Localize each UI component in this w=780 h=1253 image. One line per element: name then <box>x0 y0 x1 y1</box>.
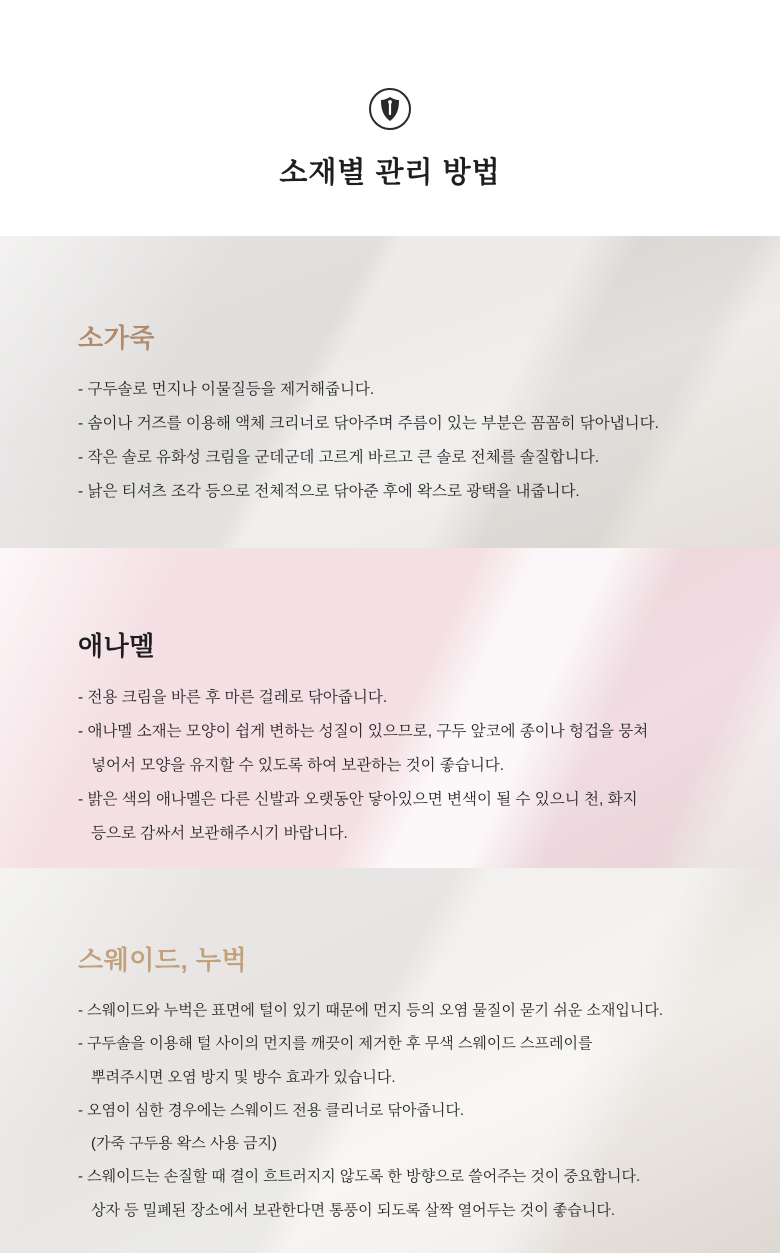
section-suede <box>0 868 780 1253</box>
page-title: 소재별 관리 방법 <box>279 157 501 189</box>
list-item: - 스웨이드는 손질할 때 결이 흐트러지지 않도록 한 방향으로 쓸어주는 것이 중요합니다. <box>78 1168 641 1186</box>
list-item: - 스웨이드와 누벅은 표면에 털이 있기 때문에 먼지 등의 오염 물질이 묻기 쉬운 소재입니다. <box>78 1002 663 1019</box>
list-item: - 밝은 색의 애나멜은 다른 신발과 오랫동안 닿아있으면 변색이 될 수 있으니 천, 화지 <box>78 791 638 809</box>
section-title-enamel: 애나멜 <box>78 631 155 661</box>
list-item: - 구두솔로 먼지나 이물질등을 제거해줍니다. <box>78 381 375 398</box>
list-item: - 솜이나 거즈를 이용해 액체 크리너로 닦아주며 주름이 있는 부분은 꼼꼼히 닦아냅니다. <box>78 415 659 433</box>
section-lines-enamel <box>78 685 702 847</box>
section-title-leather: 소가죽 <box>78 323 155 353</box>
section-lines-leather <box>78 377 702 504</box>
section-enamel <box>0 548 780 868</box>
list-item: (가죽 구두용 왁스 사용 금지) <box>91 1135 278 1153</box>
list-item: - 작은 솔로 유화성 크림을 군데군데 고르게 바르고 큰 솔로 전체를 솔질합니다. <box>78 449 600 467</box>
list-item: 상자 등 밀폐된 장소에서 보관한다면 통풍이 되도록 살짝 열어두는 것이 좋습니다. <box>91 1201 616 1219</box>
shield-crest-icon <box>369 88 411 130</box>
section-title-suede: 스웨이드, 누벅 <box>78 945 248 975</box>
section-lines-suede <box>78 999 702 1223</box>
list-item: - 구두솔을 이용해 털 사이의 먼지를 깨끗이 제거한 후 무색 스웨이드 스프레이를 <box>78 1035 593 1053</box>
list-item: 뿌려주시면 오염 방지 및 방수 효과가 있습니다. <box>91 1068 396 1086</box>
section-leather <box>0 236 780 548</box>
list-item: 넣어서 모양을 유지할 수 있도록 하여 보관하는 것이 좋습니다. <box>91 757 505 775</box>
list-item: - 애나멜 소재는 모양이 쉽게 변하는 성질이 있으므로, 구두 앞코에 종이나 헝겁을 뭉쳐 <box>78 723 649 741</box>
document-header <box>0 0 780 236</box>
list-item: - 낡은 티셔츠 조각 등으로 전체적으로 닦아준 후에 왁스로 광택을 내줍니다. <box>78 483 580 501</box>
list-item: - 전용 크림을 바른 후 마른 걸레로 닦아줍니다. <box>78 689 388 706</box>
list-item: 등으로 감싸서 보관해주시기 바랍니다. <box>91 825 348 843</box>
list-item: - 오염이 심한 경우에는 스웨이드 전용 클리너로 닦아줍니다. <box>78 1101 465 1119</box>
